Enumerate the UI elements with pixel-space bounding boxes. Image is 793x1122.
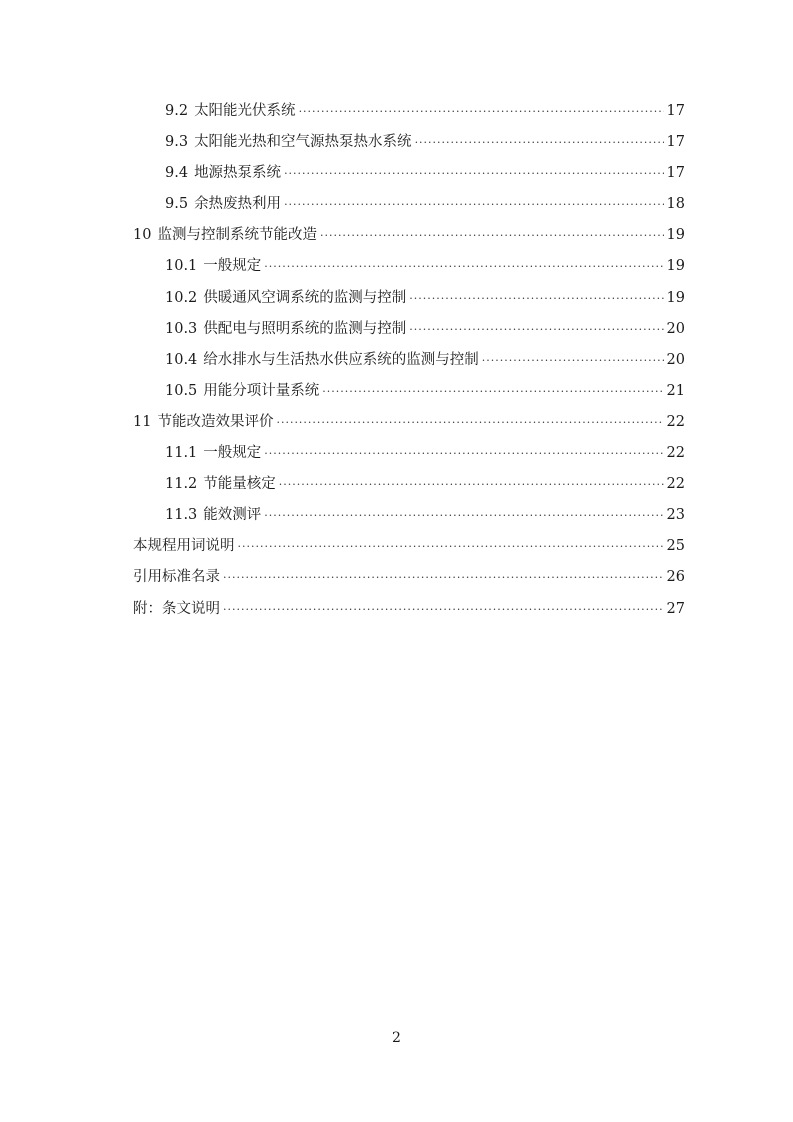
- toc-entry-number: 11: [133, 413, 152, 430]
- toc-entry-number: 10.2: [165, 289, 198, 306]
- toc-entry-11[interactable]: [133, 407, 685, 438]
- toc-entry-number: 10.5: [165, 382, 198, 399]
- toc-entry-number: 11.3: [165, 507, 198, 524]
- toc-entry-title: 供暖通风空调系统的监测与控制: [203, 289, 407, 306]
- toc-entry-title: 监测与控制系统节能改造: [157, 227, 317, 244]
- toc-entry-page: 17: [666, 103, 685, 119]
- toc-entry-wording-explanation[interactable]: [133, 531, 685, 562]
- toc-leader-dots: [320, 220, 664, 251]
- toc-entry-title: 给水排水与生活热水供应系统的监测与控制: [203, 351, 479, 368]
- toc-entry-number: 11.2: [165, 476, 198, 493]
- toc-leader-dots: [264, 438, 663, 469]
- toc-entry-11-2[interactable]: [133, 469, 685, 500]
- toc-entry-page: 26: [666, 569, 685, 586]
- toc-leader-dots: [409, 314, 663, 345]
- toc-entry-title: 引用标准名录: [133, 569, 220, 586]
- toc-entry-10[interactable]: [133, 220, 685, 251]
- toc-entry-9-2[interactable]: [133, 96, 685, 127]
- toc-entry-title: 一般规定: [203, 258, 262, 275]
- toc-leader-dots: [264, 251, 663, 282]
- toc-entry-number: 10: [133, 227, 152, 244]
- toc-entry-page: 22: [666, 413, 685, 430]
- toc-entry-11-3[interactable]: [133, 500, 685, 531]
- toc-entry-title: 节能量核定: [203, 476, 276, 493]
- toc-leader-dots: [264, 500, 663, 531]
- toc-entry-title: 太阳能光伏系统: [194, 103, 296, 119]
- toc-entry-title: 本规程用词说明: [133, 538, 235, 555]
- toc-leader-dots: [415, 127, 664, 158]
- toc-entry-title: 供配电与照明系统的监测与控制: [203, 320, 407, 337]
- toc-entry-number: 10.1: [165, 258, 198, 275]
- toc-entry-page: 19: [666, 258, 685, 275]
- toc-entry-number: 10.3: [165, 320, 198, 337]
- toc-entry-title: 能效测评: [203, 507, 262, 524]
- toc-entry-page: 22: [666, 445, 685, 462]
- toc-entry-referenced-standards[interactable]: [133, 562, 685, 593]
- page-number: 2: [392, 1030, 401, 1046]
- toc-leader-dots: [299, 96, 664, 127]
- toc-entry-page: 21: [666, 382, 685, 399]
- toc-entry-title: 用能分项计量系统: [203, 382, 320, 399]
- toc-leader-dots: [409, 283, 663, 314]
- toc-entry-page: 22: [666, 476, 685, 493]
- toc-entry-number: 11.1: [165, 445, 198, 462]
- toc-entry-page: 17: [666, 165, 685, 182]
- toc-entry-page: 18: [666, 196, 685, 213]
- toc-entry-number: 10.4: [165, 351, 198, 368]
- toc-leader-dots: [223, 594, 664, 625]
- toc-leader-dots: [284, 189, 663, 220]
- toc-entry-title: 太阳能光热和空气源热泵热水系统: [194, 134, 412, 151]
- toc-entry-number: 9.2: [165, 103, 189, 119]
- toc-leader-dots: [238, 531, 664, 562]
- table-of-contents: [133, 96, 685, 625]
- toc-entry-page: 19: [666, 227, 685, 244]
- toc-entry-10-2[interactable]: [133, 283, 685, 314]
- toc-entry-title: 一般规定: [203, 445, 262, 462]
- toc-entry-page: 17: [666, 134, 685, 151]
- toc-entry-page: 20: [666, 320, 685, 337]
- toc-entry-11-1[interactable]: [133, 438, 685, 469]
- toc-entry-title: 余热废热利用: [194, 196, 282, 213]
- toc-entry-10-4[interactable]: [133, 345, 685, 376]
- toc-entry-10-5[interactable]: [133, 376, 685, 407]
- toc-entry-10-1[interactable]: [133, 251, 685, 282]
- toc-entry-10-3[interactable]: [133, 314, 685, 345]
- toc-leader-dots: [284, 158, 663, 189]
- toc-entry-9-3[interactable]: [133, 127, 685, 158]
- toc-entry-appendix[interactable]: [133, 594, 685, 625]
- toc-entry-page: 19: [666, 289, 685, 306]
- toc-entry-page: 27: [666, 600, 685, 617]
- toc-entry-title: 地源热泵系统: [194, 165, 282, 182]
- toc-entry-number: 9.5: [165, 196, 189, 213]
- toc-entry-page: 23: [666, 507, 685, 524]
- toc-leader-dots: [276, 407, 663, 438]
- toc-leader-dots: [279, 469, 664, 500]
- toc-entry-9-5[interactable]: [133, 189, 685, 220]
- toc-entry-title: 附：条文说明: [133, 600, 220, 617]
- toc-leader-dots: [482, 345, 664, 376]
- toc-entry-page: 25: [666, 538, 685, 555]
- toc-leader-dots: [322, 376, 663, 407]
- toc-leader-dots: [223, 562, 664, 593]
- toc-entry-title: 节能改造效果评价: [157, 413, 274, 430]
- toc-entry-9-4[interactable]: [133, 158, 685, 189]
- toc-entry-number: 9.3: [165, 134, 189, 151]
- toc-entry-number: 9.4: [165, 165, 189, 182]
- toc-entry-page: 20: [666, 351, 685, 368]
